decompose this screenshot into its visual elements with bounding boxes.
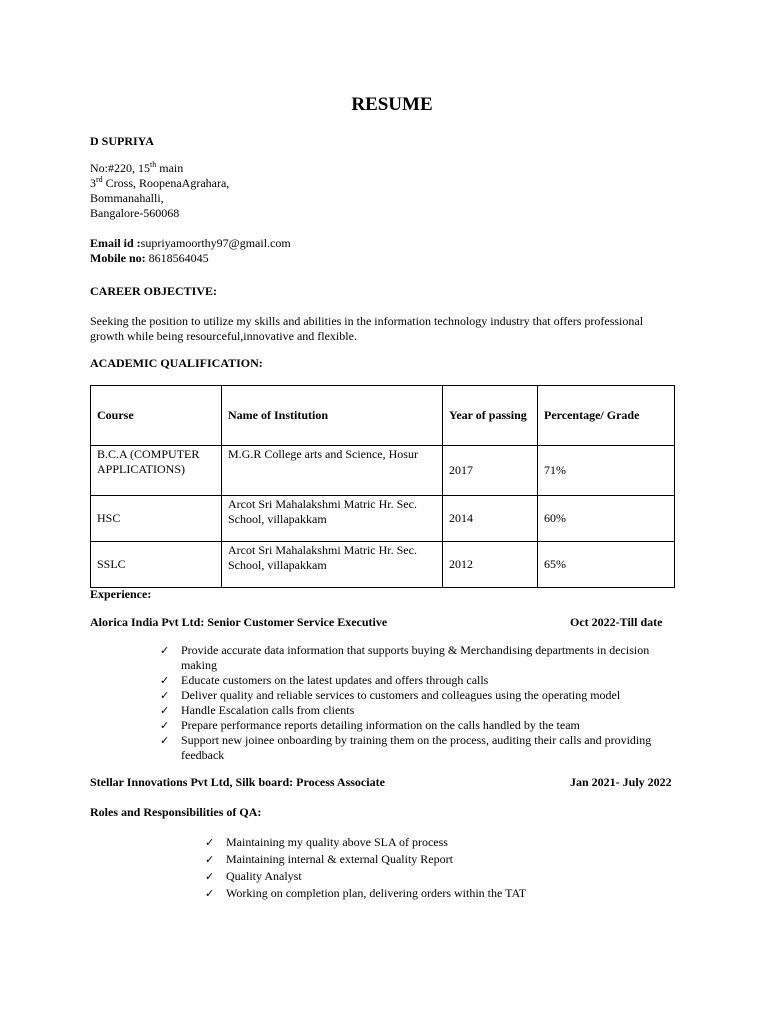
check-icon: ✓ (160, 689, 170, 702)
cell-year: 2017 (443, 446, 538, 496)
header-course: Course (91, 386, 222, 446)
cell-course: B.C.A (COMPUTER APPLICATIONS) (91, 446, 222, 496)
career-objective-line-2: growth while being resourceful,innovative and flexible. (90, 329, 357, 343)
email-label: Email id : (90, 236, 141, 250)
header-year: Year of passing (443, 386, 538, 446)
mobile-value: 8618564045 (145, 251, 209, 265)
email-value: supriyamoorthy97@gmail.com (140, 236, 291, 250)
cell-grade: 60% (538, 496, 675, 542)
mobile-label: Mobile no: (90, 251, 146, 265)
career-objective-line-1: Seeking the position to utilize my skills and abilities in the information technology industry that offers professional (90, 314, 644, 328)
experience-heading: Experience: (90, 587, 152, 601)
table-header-row (91, 386, 675, 446)
address-block (90, 161, 229, 221)
list-item: ✓ Support new joinee onboarding by training them on the process, auditing their calls and providing feedback (160, 733, 652, 762)
cell-institution: M.G.R College arts and Science, Hosur (222, 446, 443, 496)
academic-heading: ACADEMIC QUALIFICATION: (90, 356, 263, 370)
cell-year: 2012 (443, 542, 538, 588)
job1-title: Alorica India Pvt Ltd: Senior Customer Service Executive (90, 615, 388, 629)
page-title: RESUME (351, 94, 433, 115)
list-item: ✓ Educate customers on the latest updates and offers through calls (160, 673, 489, 687)
list-item: ✓ Handle Escalation calls from clients (160, 703, 355, 717)
cell-year: 2014 (443, 496, 538, 542)
cell-grade: 65% (538, 542, 675, 588)
cell-course: HSC (91, 496, 222, 542)
check-icon: ✓ (205, 870, 215, 883)
list-item: ✓ Maintaining internal & external Quality Report (205, 852, 453, 866)
candidate-name: D SUPRIYA (90, 134, 154, 148)
cell-grade: 71% (538, 446, 675, 496)
check-icon: ✓ (160, 674, 170, 687)
list-item: ✓ Working on completion plan, delivering orders within the TAT (205, 886, 527, 900)
job1-bullets (160, 643, 679, 763)
list-item: ✓ Quality Analyst (205, 869, 302, 883)
roles-heading: Roles and Responsibilities of QA: (90, 805, 262, 819)
email-line (90, 236, 291, 251)
address-line-1: No:#220, 15th main (90, 160, 184, 175)
header-institution: Name of Institution (222, 386, 443, 446)
job2-dates: Jan 2021- July 2022 (570, 775, 672, 789)
job1-dates: Oct 2022-Till date (570, 615, 663, 629)
check-icon: ✓ (160, 644, 170, 657)
table-row (91, 446, 675, 496)
address-line-2: 3rd Cross, RoopenaAgrahara, (90, 175, 230, 190)
cell-institution: Arcot Sri Mahalakshmi Matric Hr. Sec. School, villapakkam (222, 496, 443, 542)
job2-bullets (205, 835, 676, 901)
check-icon: ✓ (205, 887, 215, 900)
address-line-4: Bangalore-560068 (90, 206, 180, 220)
mobile-line (90, 251, 291, 266)
career-objective-heading: CAREER OBJECTIVE: (90, 284, 218, 298)
cell-institution: Arcot Sri Mahalakshmi Matric Hr. Sec. School, villapakkam (222, 542, 443, 588)
list-item: ✓ Prepare performance reports detailing information on the calls handled by the team (160, 718, 580, 732)
check-icon: ✓ (205, 836, 215, 849)
cell-course: SSLC (91, 542, 222, 588)
table-row (91, 542, 675, 588)
list-item: ✓ Maintaining my quality above SLA of process (205, 835, 448, 849)
contact-block (90, 236, 291, 266)
table-row (91, 496, 675, 542)
check-icon: ✓ (160, 704, 170, 717)
check-icon: ✓ (160, 734, 170, 747)
list-item: ✓ Provide accurate data information that supports buying & Merchandising departments in decision making (160, 643, 650, 672)
header-grade: Percentage/ Grade (538, 386, 675, 446)
job2-title: Stellar Innovations Pvt Ltd, Silk board: Process Associate (90, 775, 385, 789)
check-icon: ✓ (160, 719, 170, 732)
address-line-3: Bommanahalli, (90, 191, 164, 205)
academic-table (90, 385, 675, 588)
check-icon: ✓ (205, 853, 215, 866)
list-item: ✓ Deliver quality and reliable services to customers and colleagues using the operating model (160, 688, 621, 702)
career-objective-text (90, 314, 690, 344)
